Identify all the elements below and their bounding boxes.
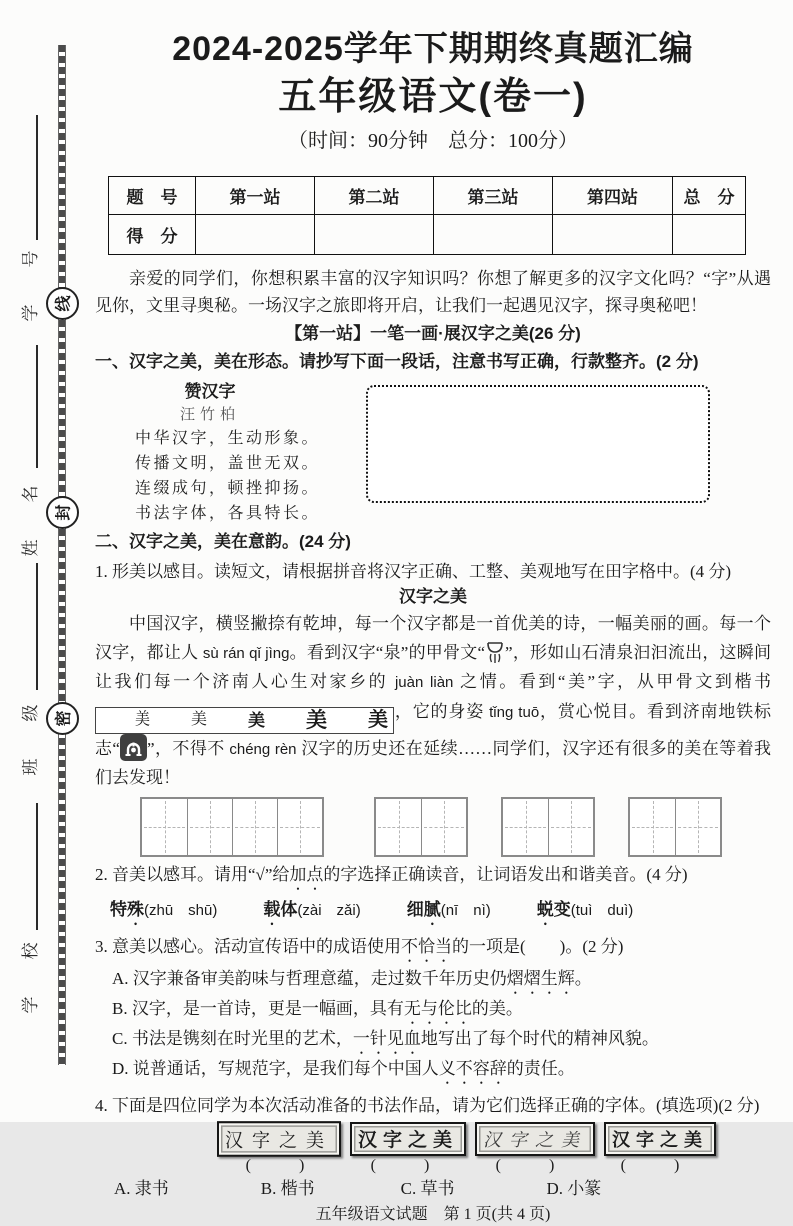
score-table-header: 总 分 [673,177,746,215]
tianzige-cell[interactable] [630,799,675,855]
pinyin: chéng rèn [229,740,297,758]
answer-blank[interactable]: ( ) [245,1156,305,1174]
sub1-instruction: 1. 形美以感目。读短文，请根据拼音将汉字正确、工整、美观地写在田字格中。(4 分) [95,562,732,581]
para-text: 汉字的历史还在延续……同学们，汉字还有很多的美在等着我们去发现！ [95,738,772,787]
school-blank-line[interactable] [36,803,38,930]
para-text: 之情。看到“美”字，从甲骨文到楷书 [453,672,771,691]
tianzige-cell[interactable] [548,799,593,855]
reading-paragraph [95,610,771,793]
class-blank-line[interactable] [36,563,38,690]
pinyin: sù rán qǐ jìng [202,644,290,662]
word-item[interactable]: 细腻(nī nì) [406,899,491,919]
intro-paragraph: 亲爱的同学们，你想积累丰富的汉字知识吗？你想了解更多的汉字文化吗？“字”从遇见你，文里寻奥秘。一场汉字之旅即将开启，让我们一起遇见汉字，探寻奥秘吧！ [95,269,771,315]
tianzige-cell[interactable] [232,799,277,855]
score-table-header: 第一站 [196,177,315,215]
calligraphy-plaque-seal-script: 汉字之美 [217,1121,341,1157]
label-lishu: A. 隶书 [114,1178,169,1198]
score-table-header: 第四站 [553,177,673,215]
page-title: 2024-2025学年下期期终真题汇编 [172,30,694,68]
poem-section [95,380,771,526]
para-text: ，赏心悦目。看到济南地铁标志“ [95,701,772,758]
station1-heading: 【第一站】一笔一画·展汉字之美(26 分) [285,324,581,343]
mei-bronze: 美 [191,711,208,728]
score-row-label: 得 分 [109,215,196,255]
mei-clerical: 美 [306,708,328,732]
calligraphy-plaque-regular-script: 汉字之美 [604,1122,716,1156]
option-a[interactable]: A. 汉字兼备审美韵味与哲理意蕴，走过数千年历史仍熠熠生辉。 [112,968,592,988]
score-cell[interactable] [315,215,434,255]
poem-line: 传播文明，盖世无双。 [135,455,321,472]
score-cell[interactable] [434,215,553,255]
para-text: 中国汉字，横竖撇捺有乾坤，每一个汉字都是一首优美的诗，一幅美丽的画。每一个汉字，都让人 [95,614,771,662]
poem-title: 赞汉字 [184,382,236,401]
calligraphy-plaque-cursive-script: 汉字之美 [475,1122,595,1156]
tianzige-cell[interactable] [376,799,421,855]
seal-perforation-line [58,45,66,1065]
answer-blanks-row [217,1156,771,1176]
score-table [108,176,746,255]
poem-line: 书法字体，各具特长。 [135,505,321,522]
page-footer: 五年级语文试题 第 1 页(共 4 页) [315,1205,551,1223]
poem-author: 汪竹柏 [179,407,240,423]
tianzige-group[interactable] [140,797,324,857]
oracle-quan-icon [485,640,505,665]
answer-blank[interactable]: ( ) [370,1156,430,1174]
option-d[interactable]: D. 说普通话，写规范字，是我们每个中国人义不容辞的责任。 [112,1058,575,1078]
poem-block [95,380,325,526]
main-content [95,0,771,1226]
question-two-heading: 二、汉字之美，美在意韵。(24 分) [95,532,351,551]
page-subtitle-grade: 五年级语文(卷一) [278,76,588,118]
score-cell[interactable] [673,215,746,255]
mei-oracle: 美 [135,710,151,729]
score-table-header: 第三站 [434,177,553,215]
tianzige-cell[interactable] [142,799,187,855]
sub3-instruction: 3. 意美以感心。活动宣传语中的成语使用不恰当的一项是( )。(2 分) [95,936,624,956]
calligraphy-plaques [217,1122,771,1156]
label-kaishu: B. 楷书 [260,1178,315,1198]
question-one-heading: 一、汉字之美，美在形态。请抄写下面一段话，注意书写正确，行款整齐。(2 分) [95,352,699,371]
option-c[interactable]: C. 书法是镌刻在时光里的艺术，一针见血地写出了每个时代的精神风貌。 [112,1028,659,1048]
student-id-label: 学 号 [21,240,40,322]
label-xiaozhuan: D. 小篆 [546,1178,602,1198]
mei-seal: 美 [248,710,266,730]
tianzige-cell[interactable] [277,799,322,855]
essay-title: 汉字之美 [399,587,467,606]
school-label: 学 校 [21,932,40,1014]
answer-blank[interactable]: ( ) [620,1156,680,1174]
pronunciation-words [110,897,771,929]
option-b[interactable]: B. 汉字，是一首诗，更是一幅画，具有无与伦比的美。 [112,998,523,1018]
para-text: ”，不得不 [146,738,230,758]
tianzige-row [140,797,771,857]
seal-stamp-xian: 线 [46,287,79,320]
word-item[interactable]: 蜕变(tuì duì) [536,899,634,919]
answer-blank[interactable]: ( ) [495,1156,555,1174]
seal-stamp-mi: 密 [46,702,79,735]
mei-evolution-image [95,707,394,734]
pinyin: tǐng tuō [489,703,540,721]
tianzige-cell[interactable] [421,799,466,855]
name-label: 姓 名 [21,475,40,557]
poem-line: 连缀成句，顿挫抑扬。 [135,480,321,497]
class-label: 班 级 [21,694,40,776]
student-id-blank-line[interactable] [36,115,38,240]
script-type-labels [95,1177,771,1200]
score-table-header: 第二站 [315,177,434,215]
tianzige-group[interactable] [374,797,468,857]
tianzige-cell[interactable] [675,799,720,855]
pinyin: juàn liàn [394,674,454,691]
para-text: ”，形如山石清泉汩汩流出，这瞬间让我们每一个济南人心生对家乡的 [95,642,772,691]
mei-regular: 美 [368,709,389,731]
seal-stamp-feng: 封 [46,496,79,529]
tianzige-group[interactable] [501,797,595,857]
handwriting-copy-box[interactable] [366,385,710,503]
score-cell[interactable] [553,215,673,255]
sub2-instruction: 2. 音美以感耳。请用“√”给加点的字选择正确读音，让词语发出和谐美音。(4 分) [95,864,688,884]
score-cell[interactable] [196,215,315,255]
tianzige-cell[interactable] [187,799,232,855]
sub4-instruction: 4. 下面是四位同学为本次活动准备的书法作品，请为它们选择正确的字体。(填选项)(2 分) [95,1095,760,1115]
para-text: ，它的身姿 [394,701,490,721]
tianzige-group[interactable] [628,797,722,857]
word-item[interactable]: 特殊(zhū shū) [110,899,218,919]
name-blank-line[interactable] [36,345,38,468]
sub3-options [95,968,771,1088]
poem-line: 中华汉字，生动形象。 [135,430,321,447]
para-text: 。看到汉字“泉”的甲骨文“ [289,642,486,662]
label-caoshu: C. 草书 [400,1178,455,1198]
word-item[interactable]: 载体(zài zǎi) [263,899,361,919]
time-score-line: （时间：90分钟 总分：100分） [288,130,578,152]
tianzige-cell[interactable] [503,799,548,855]
score-table-header: 题 号 [109,177,196,215]
calligraphy-plaque-clerical-script: 汉字之美 [350,1122,466,1156]
jinan-metro-logo-icon [120,734,147,761]
